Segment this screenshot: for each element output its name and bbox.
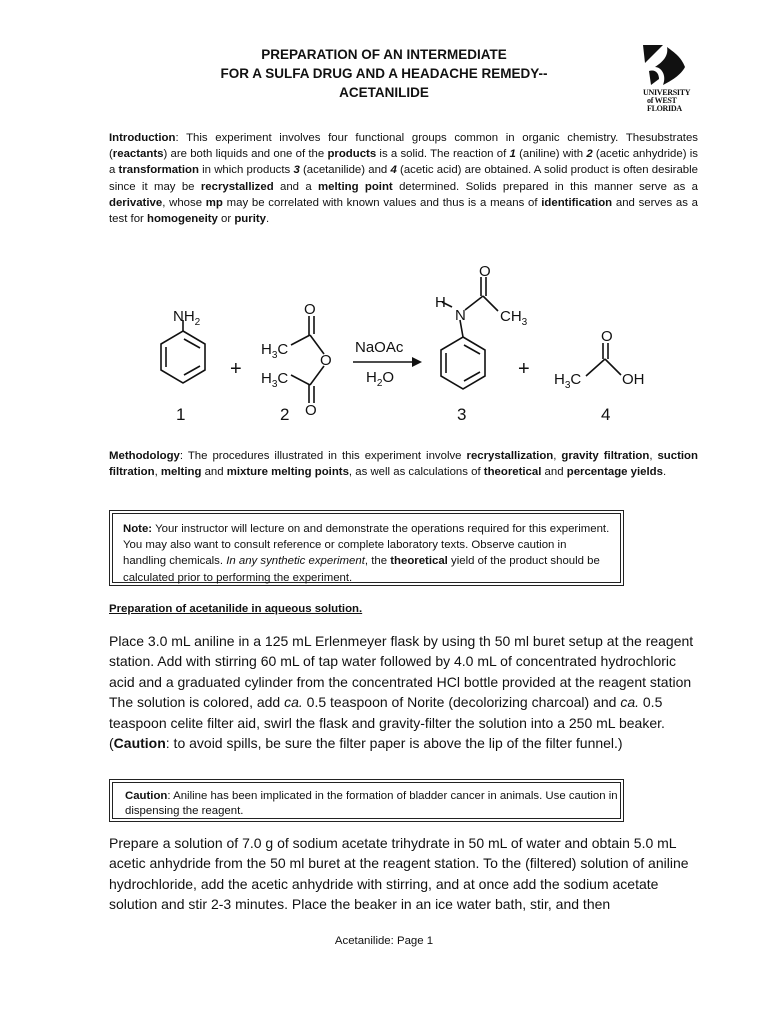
method-bold: percentage yields <box>566 466 663 479</box>
intro-text: : This experiment involves four functional groups common in organic chemistry. Thesubstrates ( <box>109 132 698 161</box>
note-italic: In any synthetic experiment <box>226 555 365 568</box>
intro-bold: 1 <box>509 148 516 161</box>
intro-text: ) are both liquids and one of the <box>163 148 328 161</box>
intro-text: is a solid. The reaction of <box>376 148 510 161</box>
intro-text: (acetic acid) are obtained. A solid product is often desirable since it may be <box>109 164 699 193</box>
title-line-2: FOR A SULFA DRUG AND A HEADACHE REMEDY-- <box>220 66 548 81</box>
intro-bold: 4 <box>390 164 397 177</box>
method-bold: recrystallization <box>466 450 554 462</box>
method-text: . <box>662 466 667 479</box>
logo-text-line-1: UNIVERSITY <box>643 88 691 97</box>
procedure-text: 0.5 teaspoon celite filter aid, swirl the flask and gravity-filter the solution into a 250 mL beaker. ( <box>109 694 665 752</box>
intro-bold: products <box>327 148 377 161</box>
procedure-bold: Caution <box>113 735 166 752</box>
acetanilide-ch3-label: $CH_3$ <box>500 308 528 328</box>
anhydride-methyl-top: $H_3C$ <box>261 341 289 361</box>
acetic-acid-methyl: $H_3C$ <box>554 371 582 391</box>
intro-text: or <box>217 213 235 226</box>
solvent-water: $H_2O$ <box>366 369 395 389</box>
methodology-paragraph <box>109 448 698 480</box>
intro-bold: 3 <box>293 164 300 177</box>
caution-body: : Aniline has been implicated in the formation of bladder cancer in animals. Use caution in dispensing the reagent. <box>125 790 618 817</box>
procedure-text: 0.5 teaspoon of Norite (decolorizing charcoal) and <box>302 694 621 711</box>
introduction-heading: Introduction <box>109 132 176 144</box>
acetanilide-ring <box>441 337 485 389</box>
reagent-naoac: NaOAc <box>355 339 404 356</box>
procedure-text: Place 3.0 mL aniline in a 125 mL Erlenmeyer flask by using th 50 ml buret setup at the reagent station. Add with stirring 60 mL of tap water followed by 4.0 mL of concentrated hydrochloric acid and a graduated cylinder from the concentrated HCl bottle provided at the reagent station The solution is colored, add <box>109 633 694 711</box>
intro-bold: mp <box>205 196 223 209</box>
note-text-part: , the <box>364 555 391 568</box>
anhydride-carbonyl-o-top: O <box>304 301 316 318</box>
aniline-nh2-label: $NH_2$ <box>173 308 201 328</box>
intro-text: (aniline) with <box>515 148 587 161</box>
caution-text <box>125 789 620 819</box>
method-bold: theoretical <box>483 466 542 479</box>
intro-bold: 2 <box>586 148 593 161</box>
compound-label-3: 3 <box>457 405 467 424</box>
procedure-text: : to avoid spills, be sure the filter paper is above the lip of the filter funnel.) <box>165 735 623 752</box>
intro-bold: identification <box>541 196 613 209</box>
method-text: , <box>649 450 658 462</box>
method-bold: melting <box>160 466 202 479</box>
intro-text: . <box>266 213 270 226</box>
intro-bold: purity <box>234 213 266 226</box>
intro-text: determined. Solids prepared in this manner serve as a <box>392 180 699 193</box>
note-label: Note: <box>123 523 153 535</box>
title-line-3: ACETANILIDE <box>339 85 429 100</box>
method-text: : The procedures illustrated in this experiment involve <box>179 450 467 462</box>
anhydride-carbonyl-o-bottom: O <box>305 402 317 419</box>
logo-mark-icon <box>641 45 689 89</box>
anhydride-bridge-o: O <box>320 352 332 369</box>
intro-bold: transformation <box>118 164 199 177</box>
intro-text: (acetanilide) and <box>299 164 391 177</box>
compound-label-1: 1 <box>176 405 186 424</box>
note-box <box>109 510 624 586</box>
plus-sign: + <box>518 358 530 380</box>
procedure-italic: ca. <box>620 694 639 711</box>
intro-text: and serves as a test for <box>109 196 699 226</box>
note-text-part: yield of the product should be calculated prior to performing the experiment. <box>123 555 600 584</box>
intro-bold: recrystallized <box>200 180 274 193</box>
university-logo <box>641 45 689 117</box>
title-line-1: PREPARATION OF AN INTERMEDIATE <box>261 47 507 62</box>
note-text-part: Your instructor will lecture on and demonstrate the operations required for this experiment. You may also want to consult reference or complete laboratory texts. Observe caution in handling chemicals. <box>123 523 610 568</box>
intro-text: and a <box>273 180 319 193</box>
intro-bold: melting point <box>318 180 393 193</box>
method-text: , <box>553 450 562 462</box>
plus-sign: + <box>230 358 242 380</box>
intro-text: (acetic anhydride) is a <box>109 148 698 177</box>
procedure-paragraph-2: Prepare a solution of 7.0 g of sodium acetate trihydrate in 50 mL of water and obtain 5.0 mL acetic anhydride from the 50 ml buret at the reagent station. To the (filtered) solution of aniline hydrochloride, add the acetic anhydride with stirring, and at once add the sodium acetate solution and stir 2-3 minutes. Place the beaker in an ice water bath, stir, and then <box>109 835 689 913</box>
intro-text: may be correlated with known values and thus is a means of <box>222 196 542 209</box>
method-text: and <box>201 466 227 479</box>
section-heading: Preparation of acetanilide in aqueous solution. <box>109 603 363 615</box>
method-text: , <box>154 466 161 479</box>
compound-label-4: 4 <box>601 405 611 424</box>
acetic-acid-oh: OH <box>622 371 645 388</box>
intro-bold: reactants <box>112 148 164 161</box>
note-bold: theoretical <box>390 555 448 568</box>
procedure-italic: ca. <box>284 694 303 711</box>
method-bold: mixture melting points <box>226 466 349 479</box>
acetic-acid-carbonyl-o: O <box>601 328 613 345</box>
anhydride-methyl-bottom: $H_3C$ <box>261 370 289 390</box>
method-bold: suction filtration <box>109 450 698 479</box>
logo-text-line-2: of WEST <box>647 96 677 105</box>
method-text: and <box>541 466 567 479</box>
method-bold: gravity filtration <box>561 450 650 462</box>
procedure-paragraph-1 <box>109 631 698 753</box>
logo-text-line-3: FLORIDA <box>647 104 682 113</box>
caution-box <box>109 779 624 822</box>
page-footer: Acetanilide: Page 1 <box>334 935 434 947</box>
intro-bold: derivative <box>109 196 163 209</box>
method-text: , as well as calculations of <box>348 466 484 479</box>
acetanilide-carbonyl-o: O <box>479 263 491 280</box>
acetanilide-n-label: N <box>455 307 466 324</box>
note-text <box>123 521 610 586</box>
acetanilide-h-label: H <box>435 294 446 311</box>
intro-bold: homogeneity <box>146 213 218 226</box>
reaction-scheme <box>140 258 700 428</box>
introduction-paragraph <box>109 130 698 227</box>
intro-text: , whose <box>162 196 206 209</box>
methodology-heading: Methodology <box>109 450 180 462</box>
aniline-ring <box>161 331 205 383</box>
compound-label-2: 2 <box>280 405 290 424</box>
intro-text: in which products <box>198 164 294 177</box>
caution-label: Caution <box>125 790 168 802</box>
